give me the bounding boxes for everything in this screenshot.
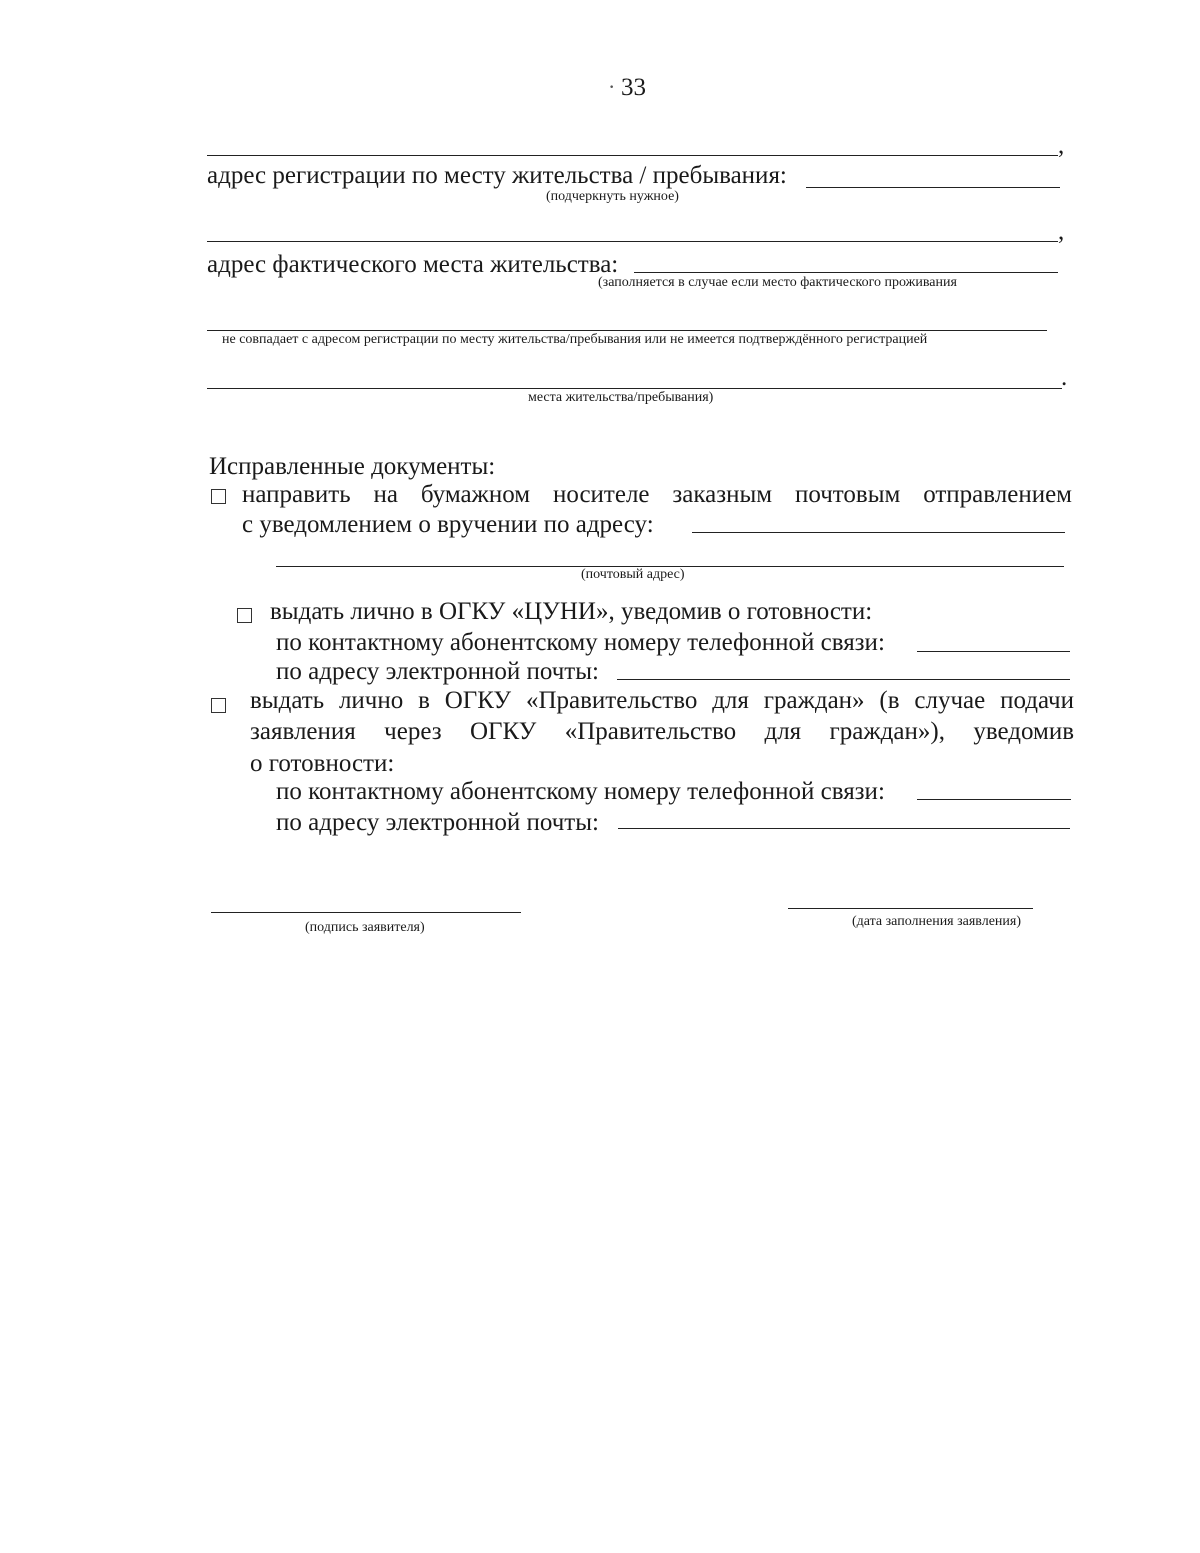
- gov-email-field[interactable]: [618, 828, 1070, 829]
- page-number: 33: [621, 74, 646, 101]
- gov-option-checkbox[interactable]: [211, 698, 226, 713]
- page-mark: ·: [608, 74, 616, 99]
- mail-address-hint: (почтовый адрес): [581, 567, 685, 582]
- mail-address-field[interactable]: [692, 532, 1065, 533]
- actual-address-field[interactable]: [634, 272, 1058, 273]
- gov-option-line-2: заявления через ОГКУ «Правительство для граждан»), уведомив: [250, 718, 1074, 745]
- gov-phone-field[interactable]: [917, 799, 1071, 800]
- mail-option-line-1: направить на бумажном носителе заказным почтовым отправлением: [242, 481, 1072, 508]
- address-line-top[interactable]: [207, 155, 1058, 156]
- actual-address-period: .: [1061, 364, 1068, 391]
- signature-hint: (подпись заявителя): [305, 920, 425, 935]
- actual-address-line-3[interactable]: [207, 388, 1062, 389]
- actual-address-hint-2: не совпадает с адресом регистрации по месту жительства/пребывания или не имеется подтверждённого регистрацией: [222, 332, 928, 347]
- signature-field[interactable]: [211, 912, 521, 913]
- actual-address-line-2[interactable]: [207, 330, 1047, 331]
- registration-address-line-2[interactable]: [207, 241, 1058, 242]
- cuni-email-label: по адресу электронной почты:: [276, 658, 599, 685]
- mail-option-checkbox[interactable]: [211, 489, 226, 504]
- actual-address-hint-1: (заполняется в случае если место фактического проживания: [598, 275, 957, 290]
- cuni-option-checkbox[interactable]: [237, 608, 252, 623]
- gov-email-label: по адресу электронной почты:: [276, 809, 599, 836]
- registration-address-field[interactable]: [806, 187, 1060, 188]
- cuni-phone-field[interactable]: [917, 651, 1070, 652]
- cuni-phone-label: по контактному абонентскому номеру телефонной связи:: [276, 629, 885, 656]
- gov-option-line-1: выдать лично в ОГКУ «Правительство для граждан» (в случае подачи: [250, 687, 1074, 714]
- registration-address-comma: ,: [1058, 218, 1065, 245]
- address-line-top-comma: ,: [1058, 132, 1065, 159]
- date-field[interactable]: [788, 908, 1033, 909]
- registration-address-hint: (подчеркнуть нужное): [546, 189, 679, 204]
- gov-option-line-3: о готовности:: [250, 750, 395, 777]
- actual-address-hint-3: места жительства/пребывания): [528, 390, 714, 405]
- cuni-email-field[interactable]: [617, 679, 1070, 680]
- cuni-option-line-1: выдать лично в ОГКУ «ЦУНИ», уведомив о готовности:: [270, 598, 873, 625]
- date-hint: (дата заполнения заявления): [852, 914, 1022, 929]
- corrected-docs-heading: Исправленные документы:: [209, 453, 496, 480]
- registration-address-label: адрес регистрации по месту жительства / пребывания:: [207, 162, 787, 189]
- gov-phone-label: по контактному абонентскому номеру телефонной связи:: [276, 778, 885, 805]
- actual-address-label: адрес фактического места жительства:: [207, 251, 619, 278]
- mail-option-line-2: с уведомлением о вручении по адресу:: [242, 511, 654, 538]
